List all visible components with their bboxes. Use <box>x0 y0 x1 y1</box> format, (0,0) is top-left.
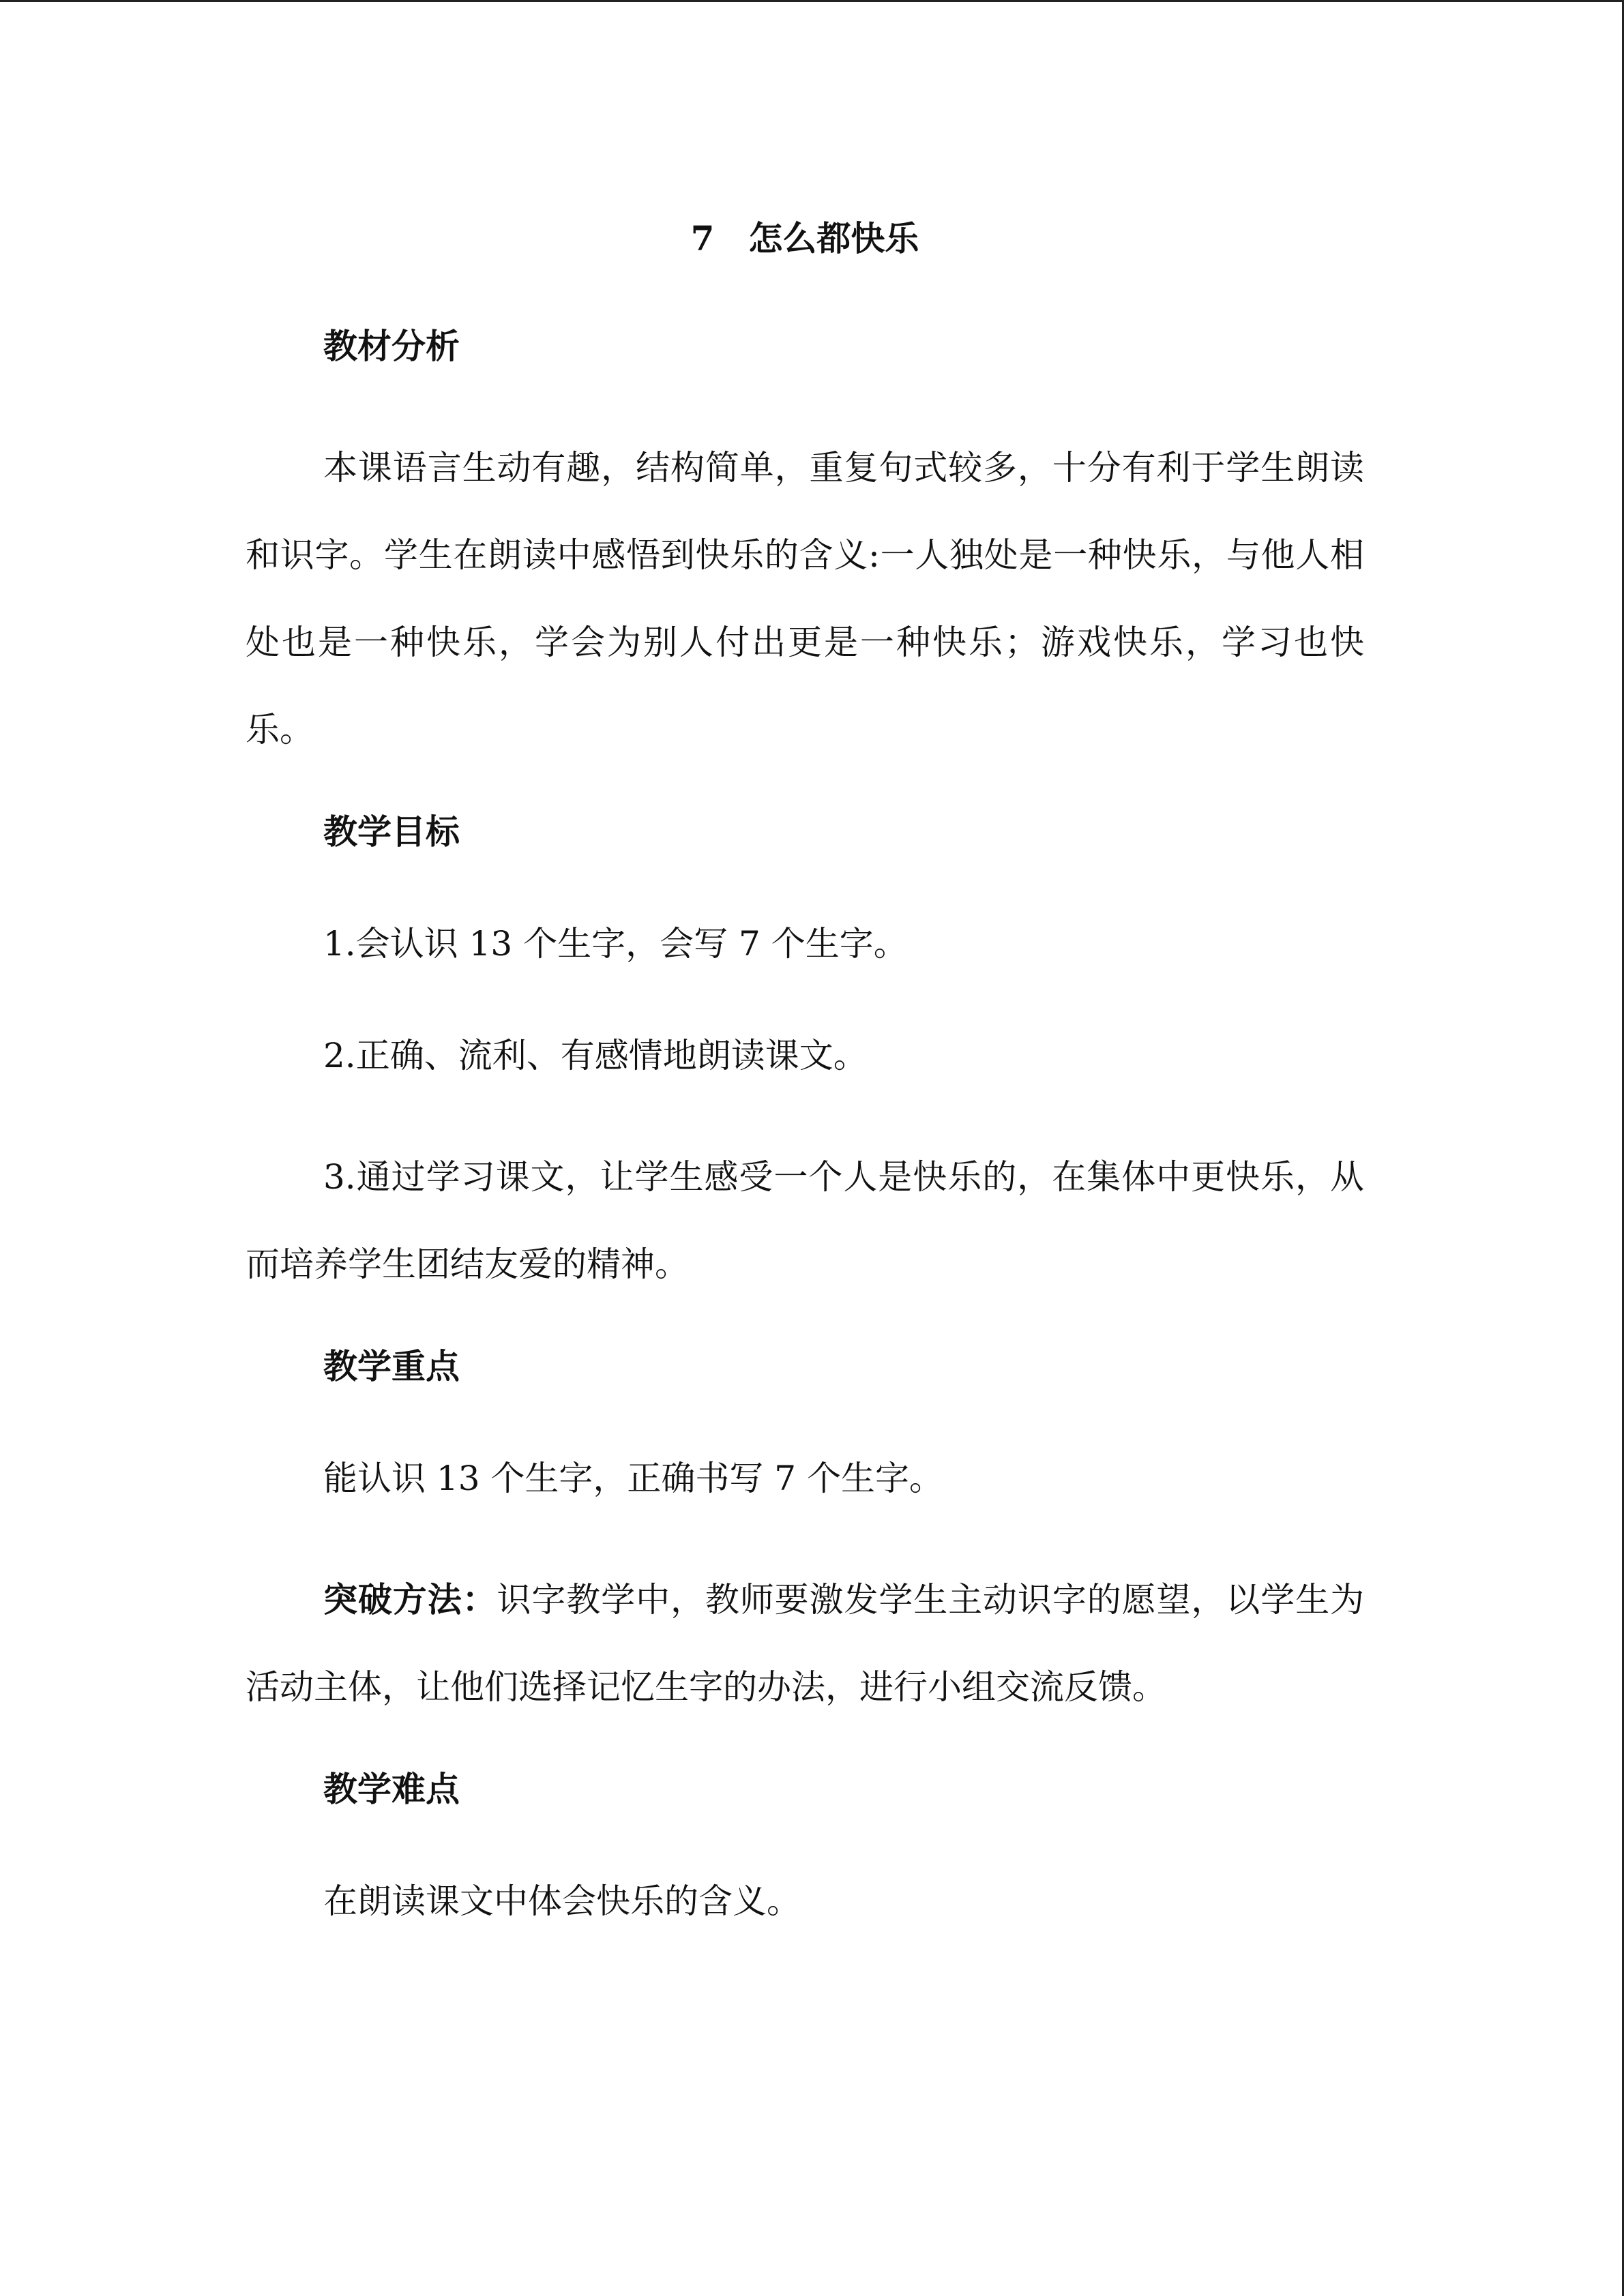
page-top-border <box>0 0 1624 2</box>
goal-item-2: 2.正确、流利、有感情地朗读课文。 <box>323 1036 868 1075</box>
heading-analysis: 教材分析 <box>323 326 460 366</box>
difficulties-paragraph: 在朗读课文中体会快乐的含义。 <box>323 1881 801 1921</box>
key-points-paragraph: 能认识 13 个生字，正确书写 7 个生字。 <box>323 1459 944 1498</box>
heading-goals: 教学目标 <box>323 811 460 852</box>
method-paragraph <box>246 1556 1364 1731</box>
heading-key-points: 教学重点 <box>323 1346 460 1386</box>
document-body <box>246 205 1364 1979</box>
method-label: 突破方法： <box>323 1579 497 1620</box>
heading-difficulties: 教学难点 <box>323 1769 460 1809</box>
lesson-title: 7 怎么都快乐 <box>690 218 919 258</box>
goal-item-3: 3.通过学习课文，让学生感受一个人是快乐的，在集体中更快乐，从而培养学生团结友爱的精神。 <box>246 1157 1364 1284</box>
goal-item-1: 1.会认识 13 个生字，会写 7 个生字。 <box>323 924 908 964</box>
analysis-paragraph: 本课语言生动有趣，结构简单，重复句式较多，十分有利于学生朗读和识字。学生在朗读中感悟到快乐的含义:一人独处是一种快乐，与他人相处也是一种快乐，学会为别人付出更是一种快乐；游戏快乐，学习也快乐。 <box>246 448 1364 749</box>
method-text: 识字教学中，教师要激发学生主动识字的愿望，以学生为活动主体，让他们选择记忆生字的办法，进行小组交流反馈。 <box>246 1580 1365 1707</box>
